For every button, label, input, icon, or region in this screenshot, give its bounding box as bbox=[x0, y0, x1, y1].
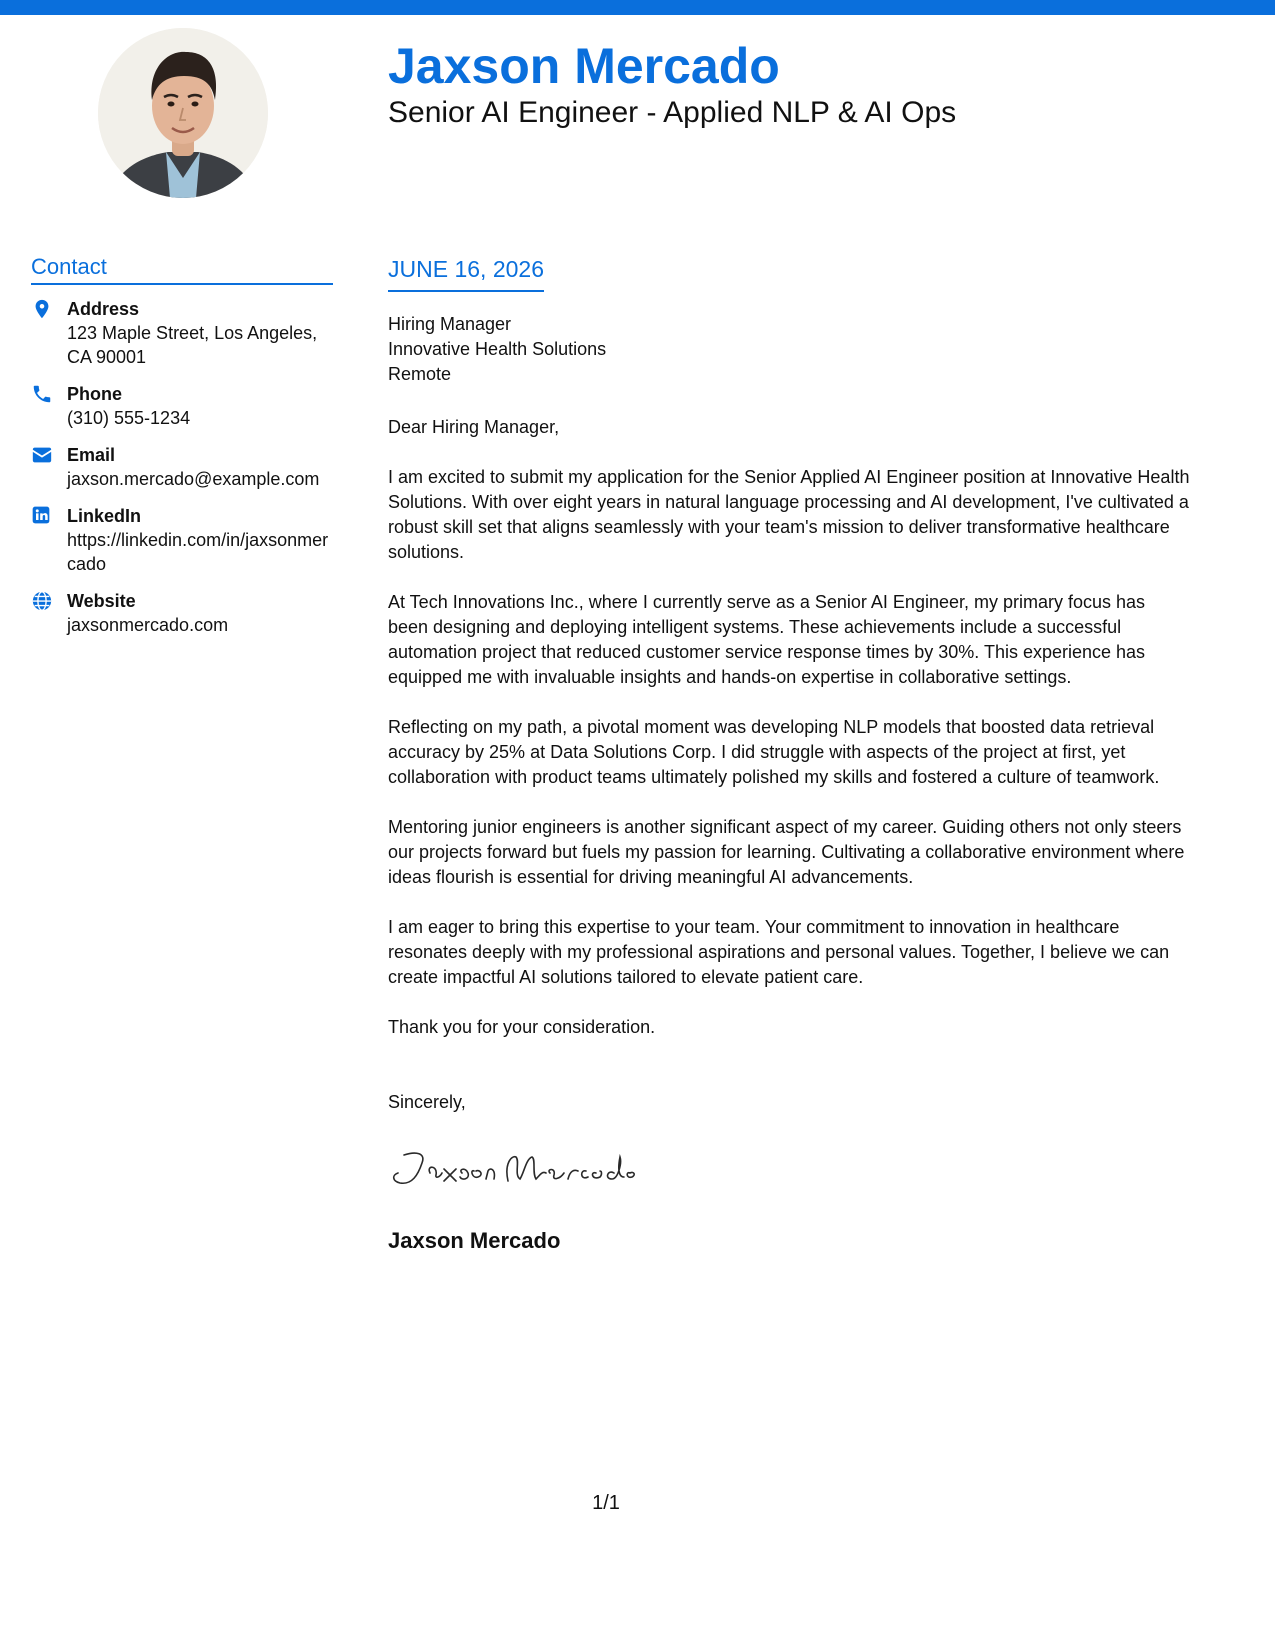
contact-sidebar bbox=[31, 254, 333, 650]
salutation: Dear Hiring Manager, bbox=[388, 417, 560, 437]
body-paragraph: Thank you for your consideration. bbox=[388, 1017, 656, 1037]
contact-label: Address bbox=[67, 299, 140, 320]
recipient-line: Remote bbox=[388, 364, 452, 384]
recipient-line: Hiring Manager bbox=[388, 314, 512, 334]
contact-item-linkedin bbox=[31, 504, 333, 576]
linkedin-icon bbox=[31, 504, 67, 525]
avatar bbox=[98, 28, 268, 198]
contact-item-website bbox=[31, 589, 333, 637]
recipient-line: Innovative Health Solutions bbox=[388, 339, 607, 359]
closing: Sincerely, bbox=[388, 1092, 466, 1112]
contact-value-phone: (310) 555-1234 bbox=[67, 408, 191, 429]
contact-label: LinkedIn bbox=[67, 506, 142, 527]
contact-label: Email bbox=[67, 445, 116, 466]
profile-photo bbox=[98, 28, 268, 198]
contact-heading: Contact bbox=[31, 254, 333, 285]
letter-body bbox=[388, 415, 1190, 1065]
contact-value-linkedin[interactable]: https://linkedin.com/in/jaxsonmercado bbox=[67, 530, 329, 575]
contact-item-phone bbox=[31, 382, 333, 430]
top-accent-bar bbox=[0, 0, 1275, 15]
envelope-icon bbox=[31, 443, 67, 466]
job-title: Senior AI Engineer - Applied NLP & AI Ops bbox=[388, 96, 957, 129]
contact-label: Phone bbox=[67, 384, 123, 405]
globe-icon bbox=[31, 589, 67, 612]
phone-icon bbox=[31, 382, 67, 405]
contact-value-email[interactable]: jaxson.mercado@example.com bbox=[67, 469, 320, 490]
body-paragraph: I am eager to bring this expertise to your team. Your commitment to innovation in healthcare resonates deeply with my professional aspirations and personal values. Together, I believe we can create impactful AI solutions tailored to elevate patient care. bbox=[388, 917, 1170, 987]
contact-item-email bbox=[31, 443, 333, 491]
body-paragraph: Mentoring junior engineers is another significant aspect of my career. Guiding others not only steers our projects forward but fuels my passion for learning. Cultivating a collaborative environment where ideas flourish is essential for driving meaningful AI advancements. bbox=[388, 817, 1185, 887]
contact-item-address bbox=[31, 297, 333, 369]
page-number: 1/1 bbox=[592, 1492, 620, 1514]
applicant-name: Jaxson Mercado bbox=[388, 38, 780, 94]
contact-value-address: 123 Maple Street, Los Angeles, CA 90001 bbox=[67, 323, 318, 368]
letter-date: JUNE 16, 2026 bbox=[388, 256, 544, 292]
body-paragraph: At Tech Innovations Inc., where I currently serve as a Senior AI Engineer, my primary focus has been designing and deploying intelligent systems. These achievements include a successful automation project that reduced customer service response times by 30%. This experience has equipped me with invaluable insights and hands-on expertise in collaborative settings. bbox=[388, 592, 1146, 687]
map-pin-icon bbox=[31, 297, 67, 320]
signer-name: Jaxson Mercado bbox=[388, 1228, 561, 1253]
handwritten-signature bbox=[386, 1143, 636, 1198]
contact-label: Website bbox=[67, 591, 136, 612]
body-paragraph: Reflecting on my path, a pivotal moment was developing NLP models that boosted data retrieval accuracy by 25% at Data Solutions Corp. I did struggle with aspects of the project at first, yet collaboration with product teams ultimately polished my skills and fostered a culture of teamwork. bbox=[388, 717, 1160, 787]
contact-list bbox=[31, 297, 333, 637]
contact-value-website[interactable]: jaxsonmercado.com bbox=[67, 615, 229, 636]
body-paragraph: I am excited to submit my application for the Senior Applied AI Engineer position at Innovative Health Solutions. With over eight years in natural language processing and AI development, I've cultivated a robust skill set that aligns seamlessly with your team's mission to deliver transformative healthcare solutions. bbox=[388, 467, 1190, 562]
recipient-block bbox=[388, 312, 606, 387]
